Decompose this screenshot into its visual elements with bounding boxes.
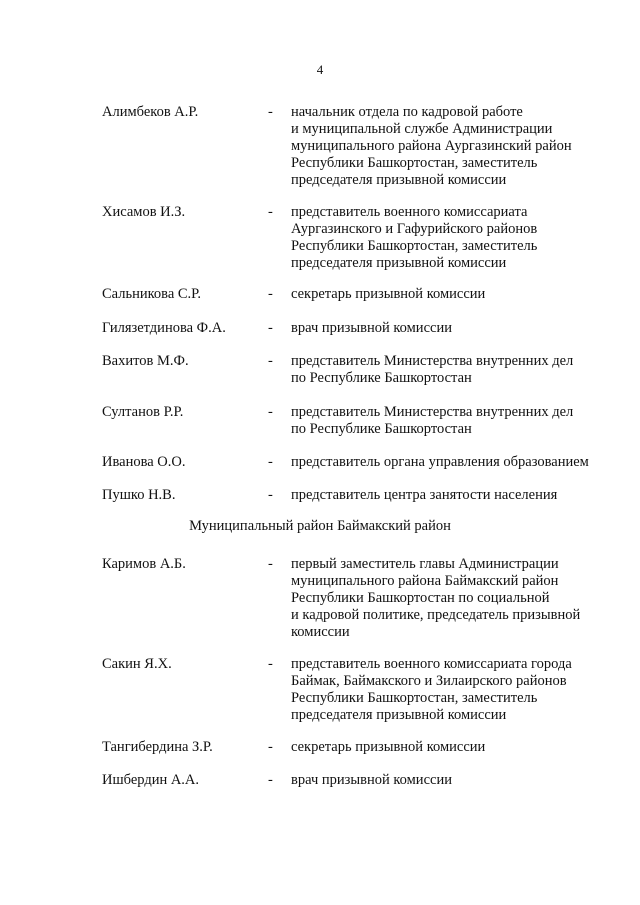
role-line: представитель Министерства внутренних дел: [291, 404, 574, 420]
member-role: [291, 454, 621, 471]
role-line: врач призывной комиссии: [291, 320, 452, 336]
role-line: председателя призывной комиссии: [291, 255, 507, 271]
member-dash: -: [268, 353, 273, 369]
member-name: Хисамов И.З.: [102, 204, 186, 220]
role-line: врач призывной комиссии: [291, 772, 452, 788]
role-line: Республики Башкортостан, заместитель: [291, 238, 538, 254]
member-role: [291, 739, 621, 756]
member-dash: -: [268, 404, 273, 420]
member-name: Вахитов М.Ф.: [102, 353, 189, 369]
member-name: Каримов А.Б.: [102, 556, 186, 572]
member-role: [291, 286, 621, 303]
member-dash: -: [268, 454, 273, 470]
role-line: по Республике Башкортостан: [291, 421, 472, 437]
member-name: Сальникова С.Р.: [102, 286, 202, 302]
member-dash: -: [268, 772, 273, 788]
role-line: представитель центра занятости населения: [291, 487, 558, 503]
member-dash: -: [268, 739, 273, 755]
role-line: муниципального района Аургазинский район: [291, 138, 572, 154]
member-role: [291, 556, 621, 641]
member-role: [291, 104, 621, 189]
member-name: Гилязетдинова Ф.А.: [102, 320, 226, 336]
member-role: [291, 204, 621, 272]
role-line: и кадровой политике, председатель призывной: [291, 607, 581, 623]
role-line: и муниципальной службе Администрации: [291, 121, 553, 137]
role-line: председателя призывной комиссии: [291, 172, 507, 188]
role-line: первый заместитель главы Администрации: [291, 556, 559, 572]
member-dash: -: [268, 104, 273, 120]
role-line: секретарь призывной комиссии: [291, 739, 486, 755]
member-role: [291, 772, 621, 789]
role-line: Аургазинского и Гафурийского районов: [291, 221, 538, 237]
role-line: начальник отдела по кадровой работе: [291, 104, 523, 120]
role-line: по Республике Башкортостан: [291, 370, 472, 386]
role-line: комиссии: [291, 624, 350, 640]
role-line: представитель Министерства внутренних дел: [291, 353, 574, 369]
member-name: Пушко Н.В.: [102, 487, 176, 503]
member-name: Ишбердин А.А.: [102, 772, 200, 788]
member-role: [291, 353, 621, 387]
role-line: представитель органа управления образованием: [291, 454, 589, 470]
member-role: [291, 656, 621, 724]
member-name: Сакин Я.Х.: [102, 656, 172, 672]
member-name: Тангибердина З.Р.: [102, 739, 213, 755]
role-line: представитель военного комиссариата города: [291, 656, 572, 672]
member-dash: -: [268, 320, 273, 336]
section-heading: Муниципальный район Баймакский район: [189, 518, 451, 534]
member-role: [291, 320, 621, 337]
member-role: [291, 487, 621, 504]
member-role: [291, 404, 621, 438]
role-line: Республики Башкортостан, заместитель: [291, 690, 538, 706]
member-name: Султанов Р.Р.: [102, 404, 184, 420]
role-line: представитель военного комиссариата: [291, 204, 528, 220]
role-line: Баймак, Баймакского и Зилаирского районов: [291, 673, 567, 689]
role-line: председателя призывной комиссии: [291, 707, 507, 723]
member-name: Алимбеков А.Р.: [102, 104, 199, 120]
role-line: Республики Башкортостан, заместитель: [291, 155, 538, 171]
role-line: секретарь призывной комиссии: [291, 286, 486, 302]
member-dash: -: [268, 487, 273, 503]
member-dash: -: [268, 286, 273, 302]
member-dash: -: [268, 656, 273, 672]
member-dash: -: [268, 556, 273, 572]
page-number: 4: [316, 62, 324, 77]
member-dash: -: [268, 204, 273, 220]
role-line: муниципального района Баймакский район: [291, 573, 559, 589]
role-line: Республики Башкортостан по социальной: [291, 590, 550, 606]
member-name: Иванова О.О.: [102, 454, 186, 470]
